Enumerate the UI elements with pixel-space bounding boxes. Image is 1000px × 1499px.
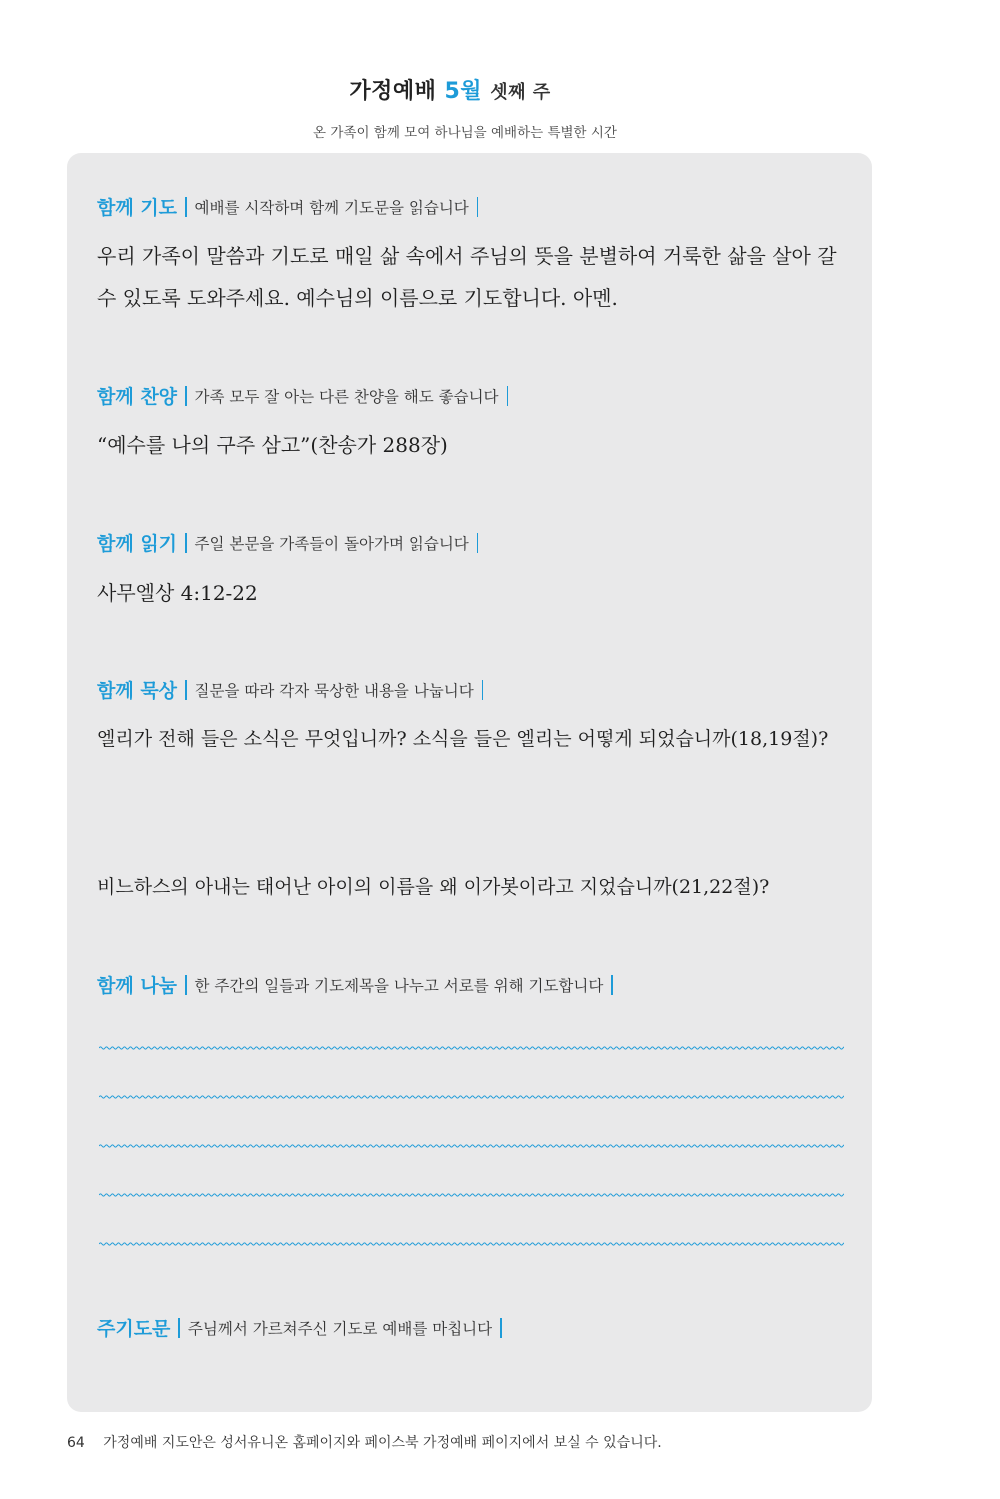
praise-song: “예수를 나의 구주 삼고”(찬송가 288장): [97, 433, 448, 457]
writing-line-3[interactable]: [99, 1142, 844, 1150]
divider-bar: [185, 386, 187, 406]
divider-bar: [185, 197, 187, 217]
section-reading-header: [97, 529, 486, 556]
page-subtitle: 온 가족이 함께 모여 하나님을 예배하는 특별한 시간: [313, 125, 617, 141]
title-month: 5월: [444, 79, 483, 104]
meditation-question-2: 비느하스의 아내는 태어난 아이의 이름을 왜 이가봇이라고 지었습니까(21,22절)?: [97, 876, 770, 898]
title-week: 셋째 주: [490, 82, 551, 103]
worship-card: [67, 153, 872, 1412]
wave-path: [99, 1243, 844, 1245]
divider-bar: [507, 386, 509, 406]
divider-bar: [611, 975, 613, 995]
divider-bar: [178, 1318, 180, 1338]
title-main: 가정예배: [349, 79, 437, 104]
section-lords-prayer-title: 주기도문: [97, 1318, 171, 1340]
wave-path: [99, 1047, 844, 1049]
section-prayer-desc: 예배를 시작하며 함께 기도문을 읽습니다: [194, 198, 469, 217]
reading-passage: 사무엘상 4:12-22: [97, 581, 258, 605]
page-footer: [67, 1432, 662, 1452]
section-praise-header: [97, 382, 516, 409]
section-sharing-header: [97, 971, 621, 998]
section-praise-desc: 가족 모두 잘 아는 다른 찬양을 해도 좋습니다: [194, 387, 499, 406]
writing-line-1[interactable]: [99, 1044, 844, 1052]
divider-bar: [500, 1318, 502, 1338]
writing-line-5[interactable]: [99, 1240, 844, 1248]
page-number: 64: [67, 1435, 85, 1451]
prayer-text: 우리 가족이 말씀과 기도로 매일 삶 속에서 주님의 뜻을 분별하여 거룩한 삶을 살아 갈 수 있도록 도와주세요. 예수님의 이름으로 기도합니다. 아멘.: [97, 244, 837, 310]
section-praise-title: 함께 찬양: [97, 386, 178, 408]
divider-bar: [482, 680, 484, 700]
meditation-question-1: 엘리가 전해 들은 소식은 무엇입니까? 소식을 들은 엘리는 어떻게 되었습니까(18,19절)?: [97, 728, 829, 750]
divider-bar: [185, 975, 187, 995]
section-meditation-title: 함께 묵상: [97, 680, 178, 702]
footer-note: 가정예배 지도안은 성서유니온 홈페이지와 페이스북 가정예배 페이지에서 보실 수 있습니다.: [103, 1435, 662, 1451]
section-prayer-header: [97, 193, 486, 220]
page-title: [0, 74, 900, 105]
section-sharing-desc: 한 주간의 일들과 기도제목을 나누고 서로를 위해 기도합니다: [194, 976, 604, 995]
divider-bar: [477, 197, 479, 217]
section-lords-prayer-header: [97, 1314, 510, 1341]
section-sharing-title: 함께 나눔: [97, 975, 178, 997]
wave-path: [99, 1096, 844, 1098]
divider-bar: [477, 533, 479, 553]
section-reading-title: 함께 읽기: [97, 533, 178, 555]
section-prayer-title: 함께 기도: [97, 197, 178, 219]
divider-bar: [185, 680, 187, 700]
wave-path: [99, 1145, 844, 1147]
writing-line-2[interactable]: [99, 1093, 844, 1101]
section-reading-desc: 주일 본문을 가족들이 돌아가며 읽습니다: [194, 534, 469, 553]
writing-line-4[interactable]: [99, 1191, 844, 1199]
divider-bar: [185, 533, 187, 553]
section-lords-prayer-desc: 주님께서 가르쳐주신 기도로 예배를 마칩니다: [187, 1319, 493, 1338]
section-meditation-header: [97, 676, 491, 703]
section-meditation-desc: 질문을 따라 각자 묵상한 내용을 나눕니다: [194, 681, 474, 700]
wave-path: [99, 1194, 844, 1196]
